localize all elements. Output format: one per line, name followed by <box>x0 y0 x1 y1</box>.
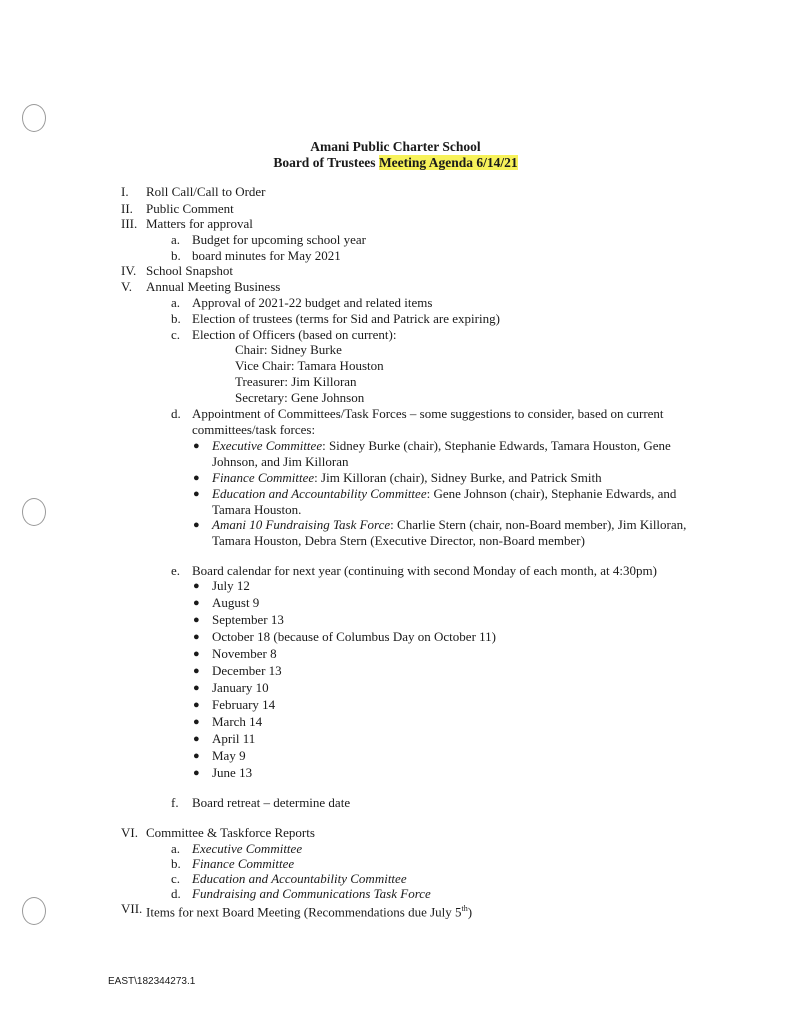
date-item: May 9 <box>212 748 246 763</box>
committee-line: Tamara Houston. <box>212 502 302 517</box>
superscript: th <box>461 904 468 913</box>
subitem-num: a. <box>171 232 181 247</box>
item-num: VI. <box>121 825 138 840</box>
item-text: School Snapshot <box>146 263 234 278</box>
subitem-num: c. <box>171 327 181 342</box>
title-prefix: Board of Trustees <box>273 155 379 170</box>
item-num: IV. <box>121 263 137 278</box>
date-item: January 10 <box>212 680 269 695</box>
subitem-text: Board retreat – determine date <box>192 795 351 810</box>
committee-members: : Gene Johnson (chair), Stephanie Edwards, and <box>426 486 677 501</box>
bullet: ● <box>193 614 200 626</box>
date-item: November 8 <box>212 646 277 661</box>
item-text <box>146 901 472 920</box>
item-num: III. <box>121 216 138 231</box>
subitem-text: committees/task forces: <box>192 422 316 437</box>
bullet: ● <box>193 716 200 728</box>
item-text: Annual Meeting Business <box>146 279 281 294</box>
bullet: ● <box>193 733 200 745</box>
punch-hole-middle <box>22 498 46 526</box>
date-item: August 9 <box>212 595 260 610</box>
item-num: II. <box>121 201 133 216</box>
subitem-num: d. <box>171 406 181 421</box>
bullet: ● <box>193 519 200 531</box>
subitem-text: Election of Officers (based on current): <box>192 327 397 342</box>
officer-line: Vice Chair: Tamara Houston <box>235 358 384 373</box>
bullet: ● <box>193 472 200 484</box>
subitem-text: Appointment of Committees/Task Forces – some suggestions to consider, based on current <box>192 406 664 421</box>
report-item: Education and Accountability Committee <box>192 871 407 886</box>
date-item: April 11 <box>212 731 256 746</box>
bullet: ● <box>193 665 200 677</box>
bullet: ● <box>193 750 200 762</box>
report-item: Fundraising and Communications Task Force <box>192 886 431 901</box>
bullet: ● <box>193 631 200 643</box>
officer-line: Secretary: Gene Johnson <box>235 390 365 405</box>
item-text: Roll Call/Call to Order <box>146 184 266 199</box>
subitem-num: a. <box>171 841 181 856</box>
officer-line: Treasurer: Jim Killoran <box>235 374 357 389</box>
subitem-text: Approval of 2021-22 budget and related items <box>192 295 433 310</box>
date-item: October 18 (because of Columbus Day on October 11) <box>212 629 496 644</box>
date-item: June 13 <box>212 765 253 780</box>
item-text: Committee & Taskforce Reports <box>146 825 315 840</box>
committee-members: : Charlie Stern (chair, non-Board member), Jim Killoran, <box>390 517 687 532</box>
committee-members: : Jim Killoran (chair), Sidney Burke, and Patrick Smith <box>314 470 602 485</box>
date-item: December 13 <box>212 663 282 678</box>
committee-members: : Sidney Burke (chair), Stephanie Edwards, Tamara Houston, Gene <box>322 438 671 453</box>
bullet: ● <box>193 488 200 500</box>
subitem-text: Budget for upcoming school year <box>192 232 367 247</box>
page-title <box>0 155 791 171</box>
officer-line: Chair: Sidney Burke <box>235 342 342 357</box>
item-num: I. <box>121 184 129 199</box>
subitem-num: a. <box>171 295 181 310</box>
item-num: VII. <box>121 901 143 916</box>
subitem-text: board minutes for May 2021 <box>192 248 341 263</box>
subitem-num: e. <box>171 563 181 578</box>
subitem-num: b. <box>171 248 181 263</box>
bullet: ● <box>193 767 200 779</box>
committee-line <box>212 438 671 454</box>
subitem-num: c. <box>171 871 181 886</box>
date-item: March 14 <box>212 714 263 729</box>
committee-line <box>212 470 602 486</box>
date-item: September 13 <box>212 612 284 627</box>
item-text: Matters for approval <box>146 216 253 231</box>
punch-hole-top <box>22 104 46 132</box>
committee-line: Tamara Houston, Debra Stern (Executive Director, non-Board member) <box>212 533 585 548</box>
subitem-text: Election of trustees (terms for Sid and Patrick are expiring) <box>192 311 500 326</box>
subitem-text: Board calendar for next year (continuing with second Monday of each month, at 4:30pm) <box>192 563 657 578</box>
committee-line <box>212 517 686 533</box>
bullet: ● <box>193 682 200 694</box>
item-text: Public Comment <box>146 201 234 216</box>
bullet: ● <box>193 597 200 609</box>
committee-name: Amani 10 Fundraising Task Force <box>212 517 391 532</box>
committee-line <box>212 486 676 502</box>
bullet: ● <box>193 699 200 711</box>
subitem-num: f. <box>171 795 179 810</box>
item-text-main: Items for next Board Meeting (Recommendations due July 5 <box>146 904 462 920</box>
committee-name: Executive Committee <box>212 438 323 453</box>
item-num: V. <box>121 279 132 294</box>
committee-name: Finance Committee <box>212 470 315 485</box>
bullet: ● <box>193 648 200 660</box>
date-item: February 14 <box>212 697 276 712</box>
item-text-end: ) <box>467 904 473 920</box>
subitem-num: b. <box>171 311 181 326</box>
committee-line: Johnson, and Jim Killoran <box>212 454 349 469</box>
bullet: ● <box>193 580 200 592</box>
subitem-num: b. <box>171 856 181 871</box>
bullet: ● <box>193 440 200 452</box>
punch-hole-bottom <box>22 897 46 925</box>
title-highlight: Meeting Agenda 6/14/21 <box>378 155 518 170</box>
school-name: Amani Public Charter School <box>310 139 481 154</box>
report-item: Finance Committee <box>192 856 295 871</box>
subitem-num: d. <box>171 886 181 901</box>
document-id: EAST\182344273.1 <box>108 976 196 987</box>
report-item: Executive Committee <box>192 841 303 856</box>
date-item: July 12 <box>212 578 250 593</box>
committee-name: Education and Accountability Committee <box>212 486 427 501</box>
